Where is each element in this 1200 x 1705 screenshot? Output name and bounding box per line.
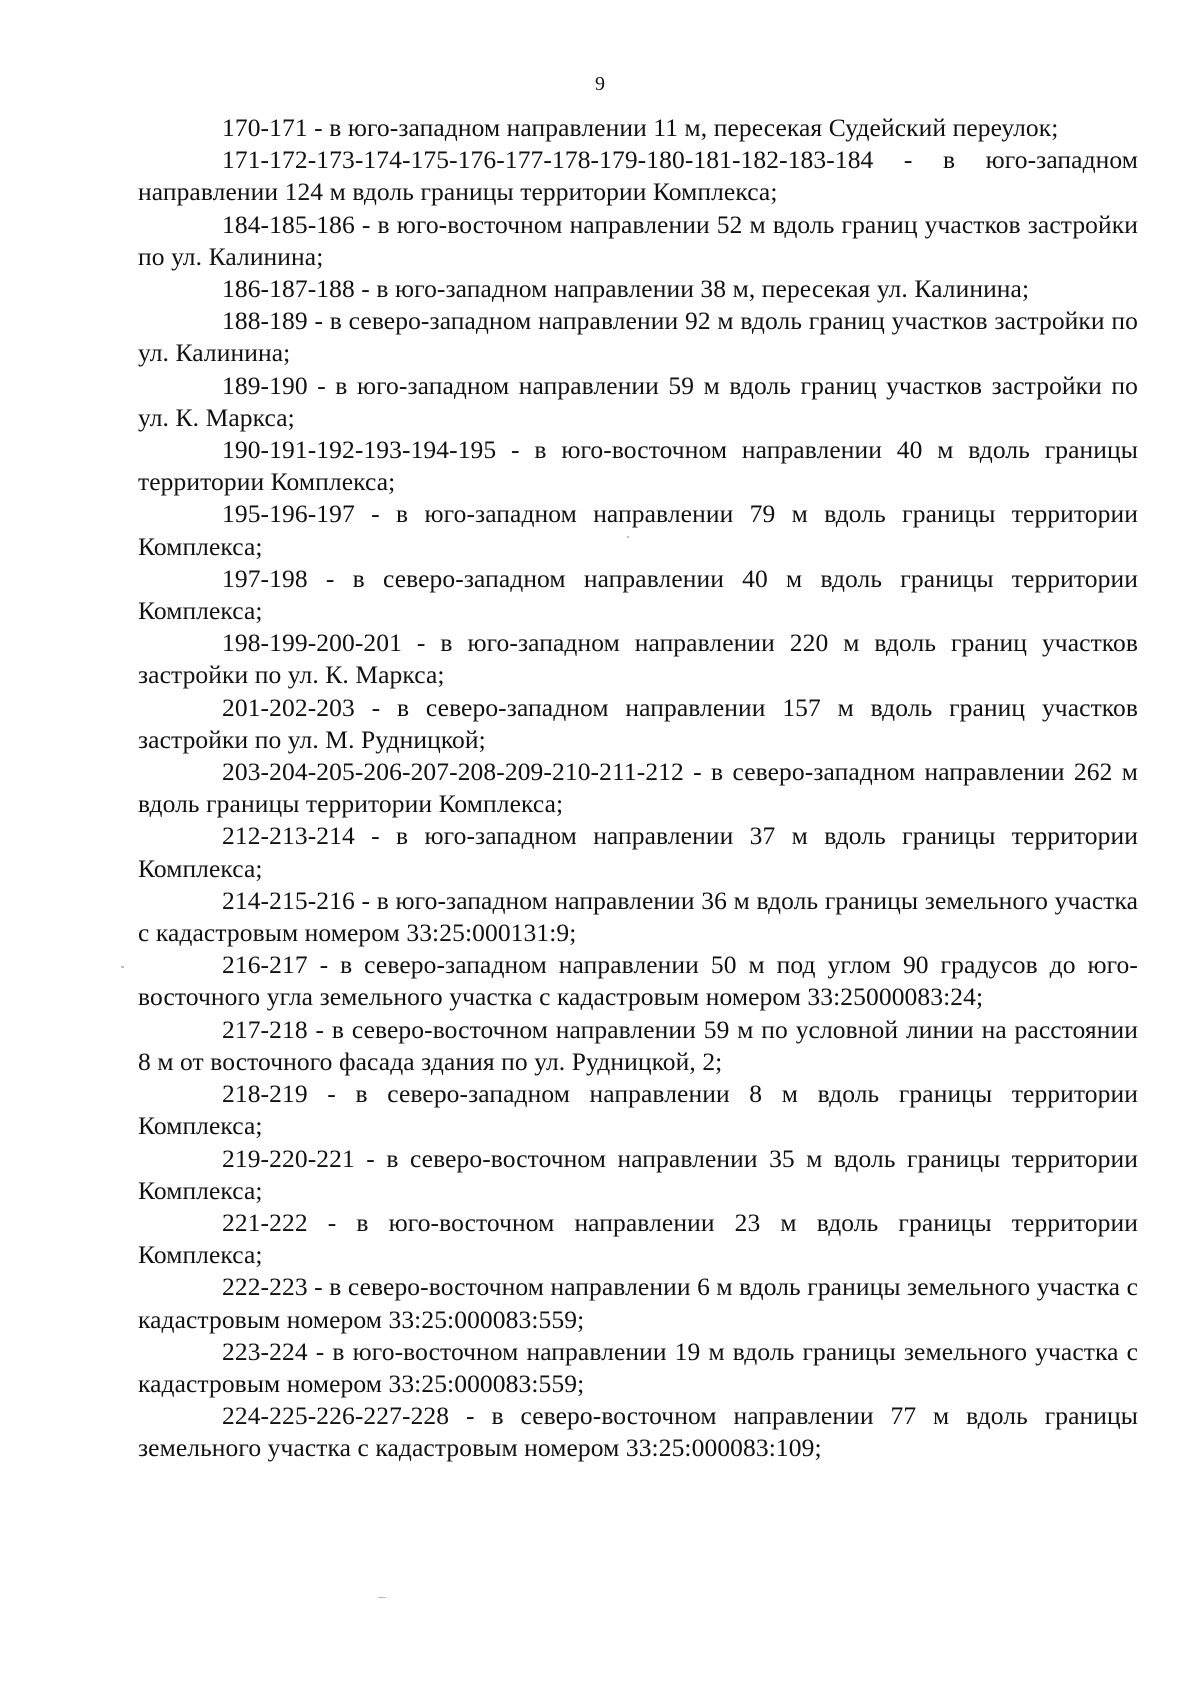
boundary-segment-paragraph: 198-199-200-201 - в юго-западном направлении 220 м вдоль границ участков застройки по ул. К. Маркса; — [138, 628, 1138, 690]
boundary-segment-paragraph: 217-218 - в северо-восточном направлении 59 м по условной линии на расстоянии 8 м от восточного фасада здания по ул. Рудницкой, 2; — [138, 1014, 1138, 1076]
boundary-segment-paragraph: 203-204-205-206-207-208-209-210-211-212 - в северо-западном направлении 262 м вдоль границы территории Комплекса; — [138, 757, 1138, 819]
boundary-segment-paragraph: 184-185-186 - в юго-восточном направлении 52 м вдоль границ участков застройки по ул. Калинина; — [138, 209, 1138, 271]
scan-speck — [378, 1597, 386, 1598]
boundary-segment-paragraph: 214-215-216 - в юго-западном направлении 36 м вдоль границы земельного участка с кадастровым номером 33:25:000131:9; — [138, 885, 1138, 948]
boundary-segment-paragraph: 186-187-188 - в юго-западном направлении 38 м, пересекая ул. Калинина; — [222, 274, 1030, 304]
boundary-segment-paragraph: 212-213-214 - в юго-западном направлении 37 м вдоль границы территории Комплекса; — [138, 821, 1138, 883]
boundary-segment-paragraph: 170-171 - в юго-западном направлении 11 м, пересекая Судейский переулок; — [222, 113, 1059, 142]
boundary-segment-paragraph: 224-225-226-227-228 - в северо-восточном направлении 77 м вдоль границы земельного участка с кадастровым номером 33:25:000083:109; — [138, 1401, 1138, 1463]
boundary-segment-paragraph: 171-172-173-174-175-176-177-178-179-180-181-182-183-184 - в юго-западном направлении 124 м вдоль границы территории Комплекса; — [138, 145, 1138, 207]
boundary-segment-paragraph: 218-219 - в северо-западном направлении 8 м вдоль границы территории Комплекса; — [138, 1079, 1138, 1141]
boundary-segment-paragraph: 197-198 - в северо-западном направлении 40 м вдоль границы территории Комплекса; — [138, 563, 1138, 626]
boundary-segment-paragraph: 216-217 - в северо-западном направлении 50 м под углом 90 градусов до юго-восточного угла земельного участка с кадастровым номером 33:25000083:24; — [138, 950, 1138, 1012]
boundary-segment-paragraph: 223-224 - в юго-восточном направлении 19 м вдоль границы земельного участка с кадастровым номером 33:25:000083:559; — [138, 1336, 1138, 1398]
boundary-segment-paragraph: 221-222 - в юго-восточном направлении 23 м вдоль границы территории Комплекса; — [138, 1207, 1138, 1270]
boundary-segment-paragraph: 201-202-203 - в северо-западном направлении 157 м вдоль границ участков застройки по ул. М. Рудницкой; — [138, 692, 1138, 754]
boundary-segment-paragraph: 219-220-221 - в северо-восточном направлении 35 м вдоль границы территории Комплекса; — [138, 1143, 1138, 1205]
scan-speck — [121, 966, 124, 968]
boundary-segment-paragraph: 189-190 - в юго-западном направлении 59 м вдоль границ участков застройки по ул. К. Маркса; — [138, 370, 1138, 432]
document-body — [138, 112, 1138, 1465]
boundary-segment-paragraph: 195-196-197 - в юго-западном направлении 79 м вдоль границы территории Комплекса; — [138, 499, 1138, 561]
boundary-segment-paragraph: 190-191-192-193-194-195 - в юго-восточном направлении 40 м вдоль границы территории Комплекса; — [138, 435, 1138, 497]
page-number: 9 — [595, 73, 605, 95]
scan-speck — [627, 536, 629, 538]
boundary-segment-paragraph: 188-189 - в северо-западном направлении 92 м вдоль границ участков застройки по ул. Калинина; — [138, 306, 1138, 368]
boundary-segment-paragraph: 222-223 - в северо-восточном направлении 6 м вдоль границы земельного участка с кадастровым номером 33:25:000083:559; — [138, 1272, 1138, 1334]
